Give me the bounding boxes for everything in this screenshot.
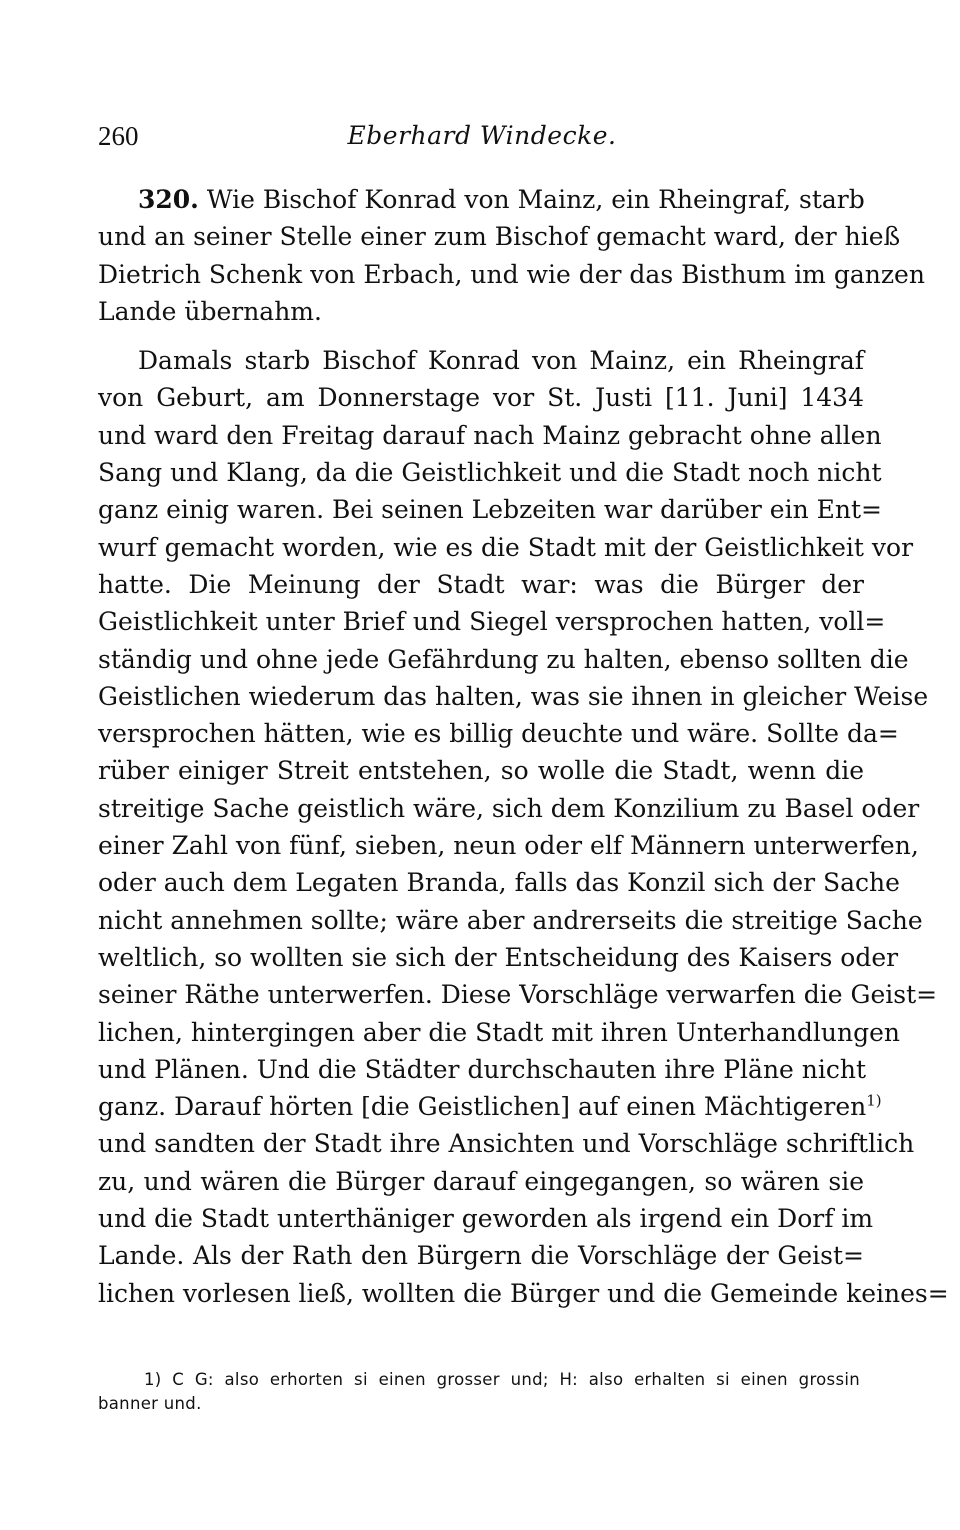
footnotes [98, 1368, 860, 1416]
body-line: und die Stadt unterthäniger geworden als irgend ein Dorf im [98, 1204, 874, 1234]
body-line: Geistlichen wiederum das halten, was sie ihnen in gleicher Weise [98, 681, 929, 711]
body-line: nicht annehmen sollte; wäre aber andrerseits die streitige Sache [98, 905, 923, 935]
body-line: hatte. Die Meinung der Stadt war: was die Bürger der [98, 569, 864, 599]
running-head [98, 118, 866, 158]
body-line: und ward den Freitag darauf nach Mainz gebracht ohne allen [98, 420, 882, 450]
body-line: und Plänen. Und die Städter durchschauten ihre Pläne nicht [98, 1054, 867, 1084]
section-number: 320. [138, 185, 199, 214]
body-line: lichen, hintergingen aber die Stadt mit ihren Unterhandlungen [98, 1017, 900, 1047]
body-line: Geistlichkeit unter Brief und Siegel versprochen hatten, voll= [98, 607, 886, 637]
body-paragraph [98, 342, 949, 1312]
body-line: Damals starb Bischof Konrad von Mainz, ein Rheingraf [138, 346, 864, 376]
heading-line: Lande übernahm. [98, 296, 322, 326]
footnote-line: 1) C G: also erhorten si einen grosser und; H: also erhalten si einen grossin [144, 1370, 860, 1389]
paragraph-gap [98, 330, 864, 342]
body-line: versprochen hätten, wie es billig deuchte und wäre. Sollte da= [98, 719, 899, 749]
body-line: und sandten der Stadt ihre Ansichten und Vorschläge schriftlich [98, 1129, 915, 1159]
footnote-line: banner und. [98, 1394, 202, 1413]
heading-line-text: Wie Bischof Konrad von Mainz, ein Rheingraf, starb [206, 185, 865, 214]
body-line: einer Zahl von fünf, sieben, neun oder elf Männern unterwerfen, [98, 831, 919, 861]
body-text [98, 181, 949, 1312]
footnote-reference[interactable]: 1) [866, 1091, 882, 1110]
running-title: Eberhard Windecke. [347, 121, 617, 150]
body-line: rüber einiger Streit entstehen, so wolle die Stadt, wenn die [98, 756, 864, 786]
page-number: 260 [98, 121, 139, 151]
body-line: wurf gemacht worden, wie es die Stadt mit der Geistlichkeit vor [98, 532, 914, 562]
body-line [98, 1088, 882, 1125]
body-line: lichen vorlesen ließ, wollten die Bürger und die Gemeinde keines= [98, 1278, 949, 1308]
body-line-text: ganz. Darauf hörten [die Geistlichen] auf einen Mächtigeren [98, 1092, 867, 1122]
heading-line: und an seiner Stelle einer zum Bischof gemacht ward, der hieß [98, 222, 901, 252]
body-line: zu, und wären die Bürger darauf eingegangen, so wären sie [98, 1166, 864, 1196]
body-line: streitige Sache geistlich wäre, sich dem Konzilium zu Basel oder [98, 793, 920, 823]
body-line: ganz einig waren. Bei seinen Lebzeiten war darüber ein Ent= [98, 495, 882, 525]
body-line: Lande. Als der Rath den Bürgern die Vorschläge der Geist= [98, 1241, 864, 1271]
heading-line: Dietrich Schenk von Erbach, und wie der das Bisthum im ganzen [98, 259, 925, 289]
body-line: seiner Räthe unterwerfen. Diese Vorschläge verwarfen die Geist= [98, 980, 938, 1010]
body-line: weltlich, so wollten sie sich der Entscheidung des Kaisers oder [98, 942, 899, 972]
section-heading [98, 181, 925, 330]
heading-line [98, 181, 864, 218]
body-line: von Geburt, am Donnerstage vor St. Justi [11. Juni] 1434 [98, 383, 864, 413]
body-line: Sang und Klang, da die Geistlichkeit und die Stadt noch nicht [98, 458, 882, 488]
body-line: oder auch dem Legaten Branda, falls das Konzil sich der Sache [98, 868, 900, 898]
body-line: ständig und ohne jede Gefährdung zu halten, ebenso sollten die [98, 644, 909, 674]
